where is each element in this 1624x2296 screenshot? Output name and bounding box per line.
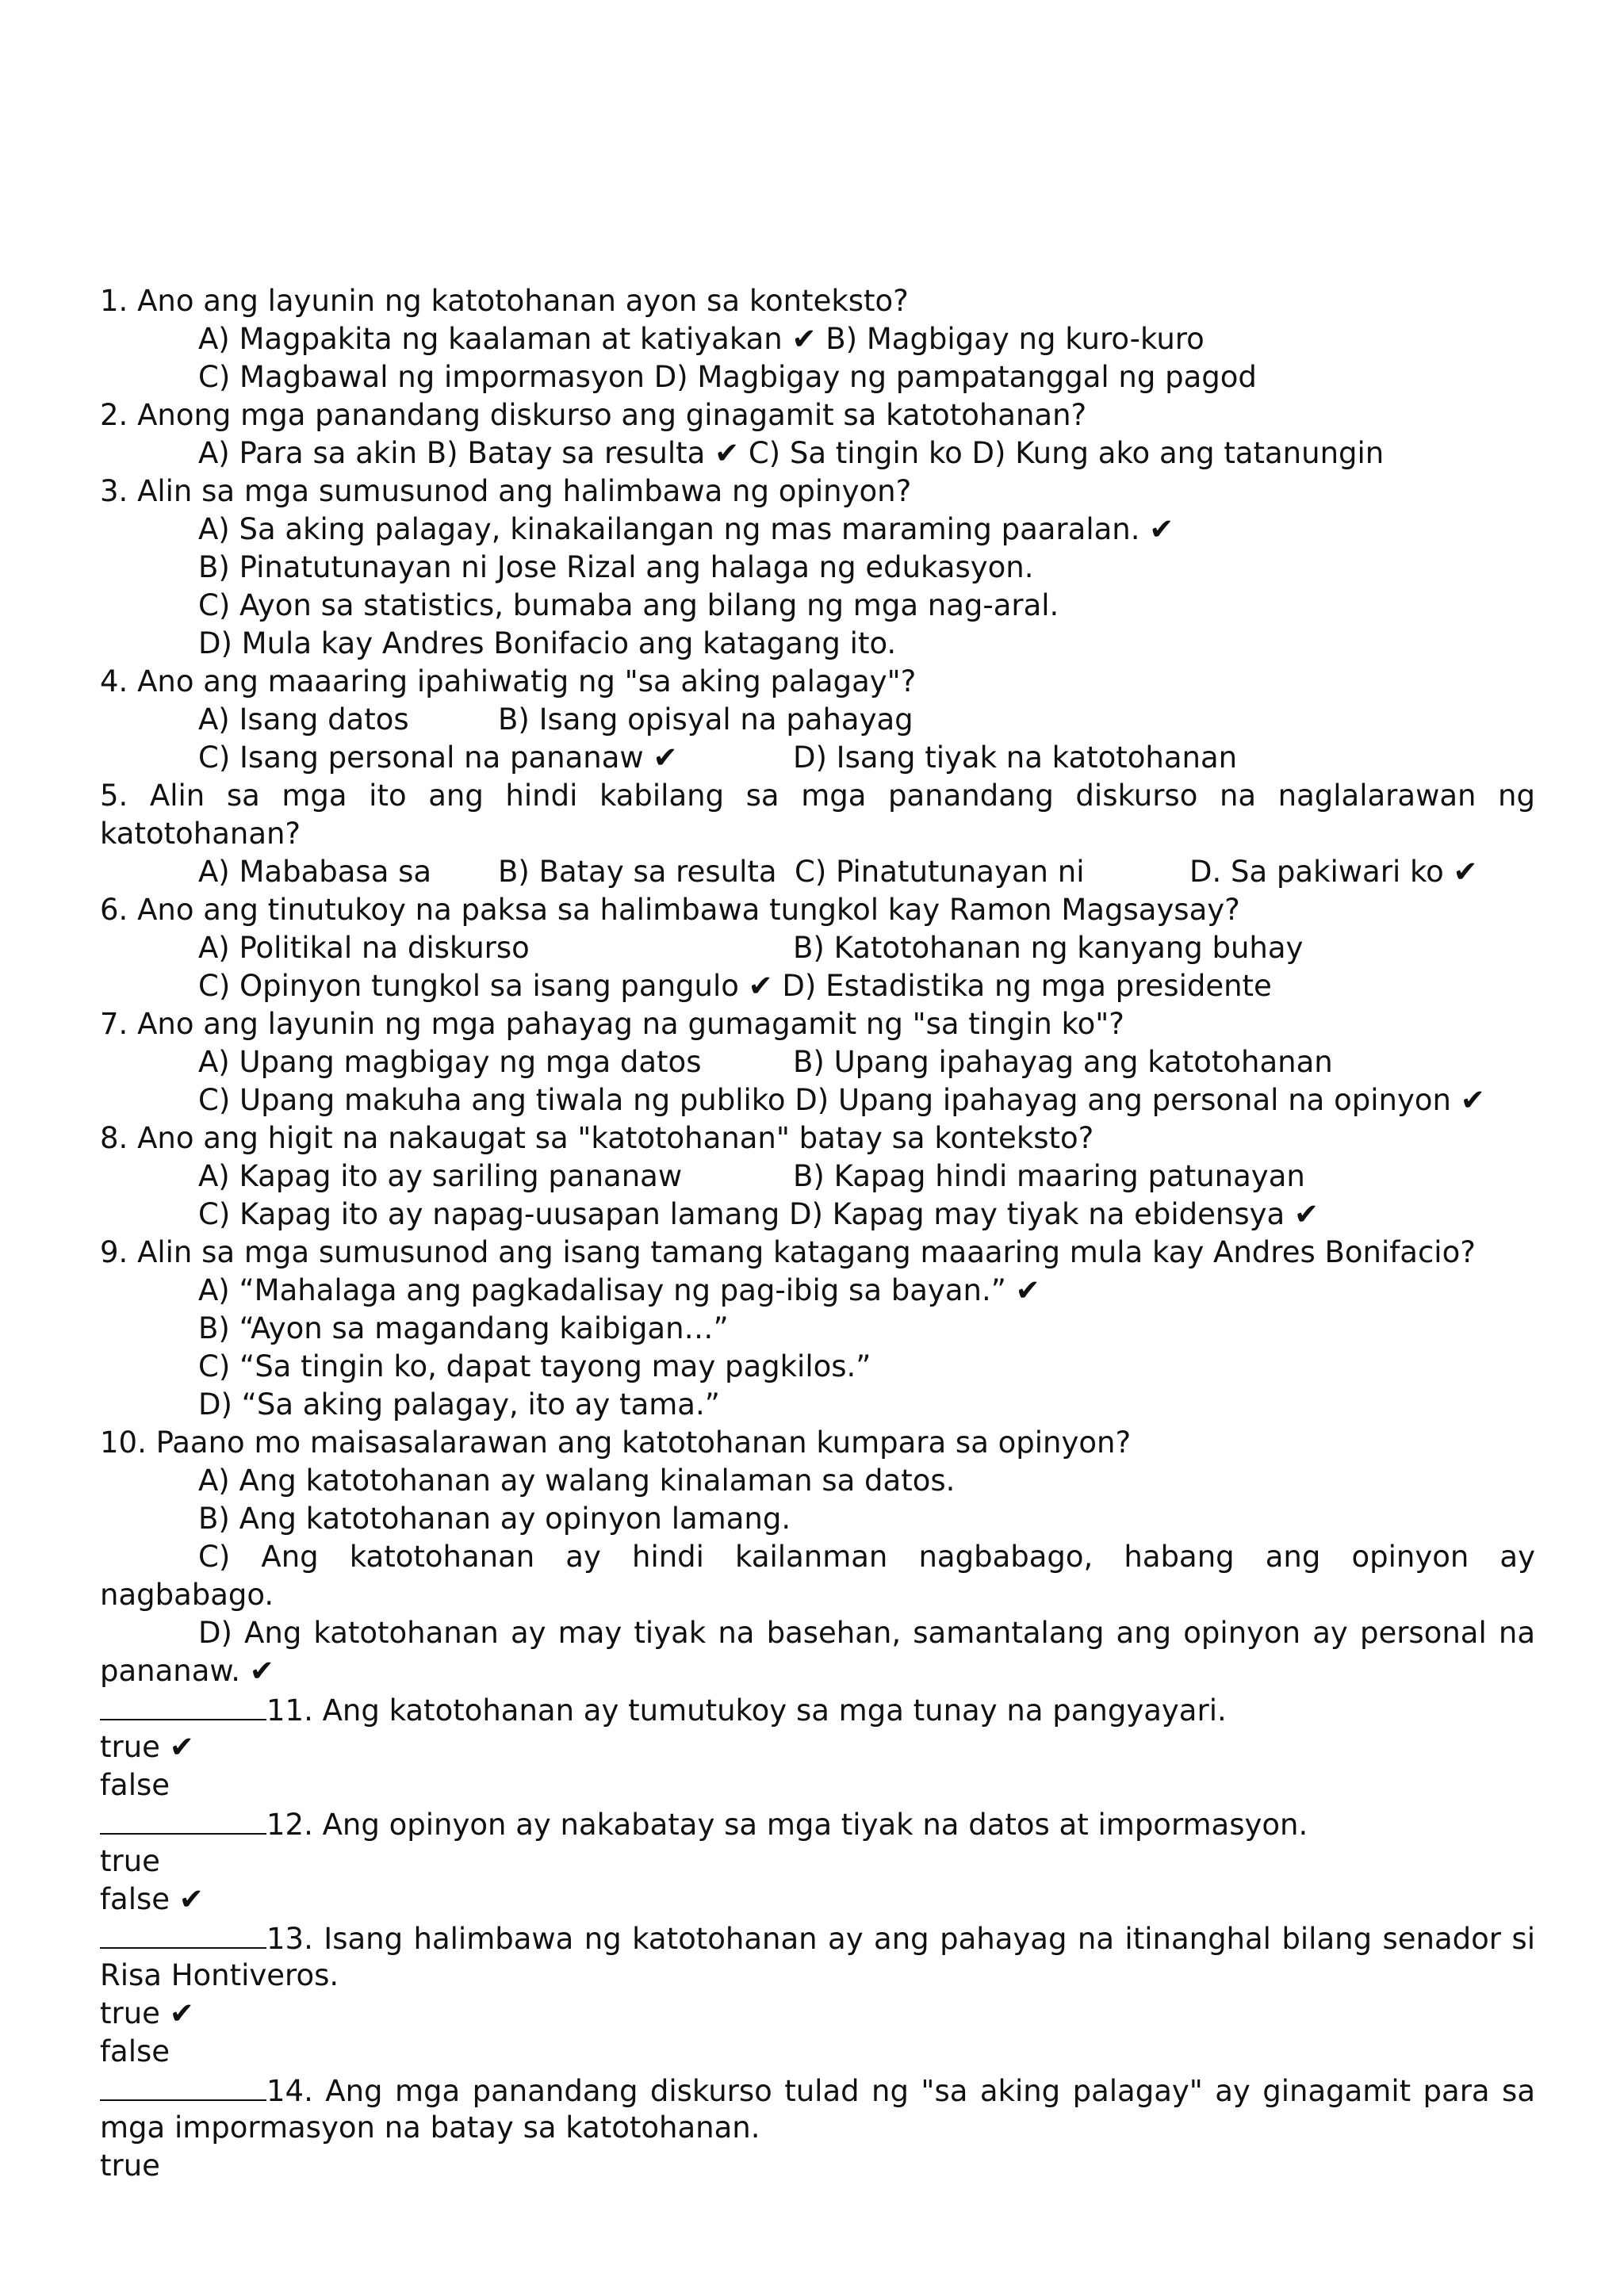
q4-question: 4. Ano ang maaaring ipahiwatig ng "sa aking palagay"? bbox=[100, 664, 917, 698]
q6-choices-row2: C) Opinyon tungkol sa isang pangulo ✔ D) Estadistika ng mga presidente bbox=[198, 969, 1272, 1003]
q1-question: 1. Ano ang layunin ng katotohanan ayon sa konteksto? bbox=[100, 284, 909, 318]
q8-choices-row1 bbox=[100, 1158, 1535, 1196]
q6-question: 6. Ano ang tinutukoy na paksa sa halimbawa tungkol kay Ramon Magsaysay? bbox=[100, 893, 1240, 927]
q13-option-true[interactable]: true ✔ bbox=[100, 1996, 194, 2030]
q2-choices-row1: A) Para sa akin B) Batay sa resulta ✔ C) Sa tingin ko D) Kung ako ang tatanungin bbox=[198, 436, 1385, 470]
q7-question: 7. Ano ang layunin ng mga pahayag na gumagamit ng "sa tingin ko"? bbox=[100, 1007, 1124, 1041]
q9-choice-b: B) “Ayon sa magandang kaibigan…” bbox=[198, 1311, 729, 1345]
q13-statement-line2: Risa Hontiveros. bbox=[100, 1958, 339, 1992]
q7-choice-b: B) Upang ipahayag ang katotohanan bbox=[793, 1045, 1333, 1079]
q3-choice-a: A) Sa aking palagay, kinakailangan ng mas maraming paaralan. ✔ bbox=[198, 512, 1174, 546]
q14-statement-row bbox=[100, 2071, 1535, 2109]
q9-choice-c: C) “Sa tingin ko, dapat tayong may pagkilos.” bbox=[198, 1349, 871, 1383]
q12-answer-blank[interactable] bbox=[100, 1804, 266, 1835]
q14-answer-blank[interactable] bbox=[100, 2071, 266, 2101]
q7-choices-row1 bbox=[100, 1043, 1535, 1081]
q10-choice-c-line2: nagbabago. bbox=[100, 1578, 274, 1612]
q10-choice-c-line1: C) Ang katotohanan ay hindi kailanman nagbabago, habang ang opinyon ay bbox=[198, 1540, 1535, 1574]
q11-option-false[interactable]: false bbox=[100, 1768, 170, 1802]
q13-statement-line1: 13. Isang halimbawa ng katotohanan ay ang pahayag na itinanghal bilang senador si bbox=[266, 1922, 1535, 1956]
q8-choice-b: B) Kapag hindi maaring patunayan bbox=[793, 1159, 1305, 1193]
q3-choice-c: C) Ayon sa statistics, bumaba ang bilang ng mga nag-aral. bbox=[198, 588, 1059, 622]
q8-question: 8. Ano ang higit na nakaugat sa "katotohanan" batay sa konteksto? bbox=[100, 1121, 1094, 1155]
q5-choice-d: D. Sa pakiwari ko ✔ bbox=[1189, 855, 1478, 889]
q13-statement-row bbox=[100, 1919, 1535, 1957]
q4-choices-row2 bbox=[100, 739, 1535, 777]
q12-option-false[interactable]: false ✔ bbox=[100, 1882, 204, 1916]
q4-choice-a: A) Isang datos bbox=[198, 702, 409, 737]
q11-statement-row bbox=[100, 1690, 1535, 1728]
q12-option-true[interactable]: true bbox=[100, 1844, 160, 1878]
q13-answer-blank[interactable] bbox=[100, 1919, 266, 1949]
q12-statement: 12. Ang opinyon ay nakabatay sa mga tiyak na datos at impormasyon. bbox=[266, 1808, 1308, 1842]
q1-choices-row1: A) Magpakita ng kaalaman at katiyakan ✔ B) Magbigay ng kuro-kuro bbox=[198, 322, 1205, 356]
q10-choice-d-line2: pananaw. ✔ bbox=[100, 1654, 274, 1688]
q4-choice-c: C) Isang personal na pananaw ✔ bbox=[198, 740, 678, 775]
q9-question: 9. Alin sa mga sumusunod ang isang tamang katagang maaaring mula kay Andres Bonifacio? bbox=[100, 1235, 1476, 1269]
q8-choice-a: A) Kapag ito ay sariling pananaw bbox=[198, 1159, 683, 1193]
q10-question: 10. Paano mo maisasalarawan ang katotohanan kumpara sa opinyon? bbox=[100, 1425, 1132, 1460]
q3-choice-b: B) Pinatutunayan ni Jose Rizal ang halaga ng edukasyon. bbox=[198, 550, 1034, 584]
q14-statement-line1: 14. Ang mga panandang diskurso tulad ng "sa aking palagay" ay ginagamit para sa bbox=[266, 2074, 1535, 2108]
q6-choices-row1 bbox=[100, 929, 1535, 967]
q9-choice-d: D) “Sa aking palagay, ito ay tama.” bbox=[198, 1387, 720, 1422]
q5-question-line2: katotohanan? bbox=[100, 817, 301, 851]
q11-answer-blank[interactable] bbox=[100, 1690, 266, 1720]
q2-question: 2. Anong mga panandang diskurso ang ginagamit sa katotohanan? bbox=[100, 398, 1087, 432]
q14-option-true[interactable]: true bbox=[100, 2149, 160, 2183]
q4-choice-d: D) Isang tiyak na katotohanan bbox=[793, 740, 1238, 775]
q5-choices-row1 bbox=[100, 853, 1535, 891]
q5-question-line1: 5. Alin sa mga ito ang hindi kabilang sa mga panandang diskurso na naglalarawan ng bbox=[100, 779, 1535, 813]
quiz-sheet bbox=[100, 282, 1535, 2185]
q9-choice-a: A) “Mahalaga ang pagkadalisay ng pag-ibig sa bayan.” ✔ bbox=[198, 1273, 1040, 1307]
q5-choice-c: C) Pinatutunayan ni bbox=[795, 855, 1085, 889]
q7-choices-row2: C) Upang makuha ang tiwala ng publiko D) Upang ipahayag ang personal na opinyon ✔ bbox=[198, 1083, 1485, 1117]
q5-choice-a: A) Mababasa sa bbox=[198, 855, 432, 889]
q6-choice-a: A) Politikal na diskurso bbox=[198, 931, 530, 965]
q11-option-true[interactable]: true ✔ bbox=[100, 1730, 194, 1764]
q5-choice-b: B) Batay sa resulta bbox=[498, 855, 777, 889]
q10-choice-d-line1: D) Ang katotohanan ay may tiyak na basehan, samantalang ang opinyon ay personal na bbox=[198, 1616, 1535, 1650]
q4-choice-b: B) Isang opisyal na pahayag bbox=[498, 702, 914, 737]
q4-choices-row1 bbox=[100, 701, 1535, 739]
q11-statement: 11. Ang katotohanan ay tumutukoy sa mga tunay na pangyayari. bbox=[266, 1693, 1227, 1728]
q1-choices-row2: C) Magbawal ng impormasyon D) Magbigay ng pampatanggal ng pagod bbox=[198, 360, 1257, 394]
q12-statement-row bbox=[100, 1804, 1535, 1843]
q8-choices-row2: C) Kapag ito ay napag-uusapan lamang D) Kapag may tiyak na ebidensya ✔ bbox=[198, 1197, 1319, 1231]
q13-option-false[interactable]: false bbox=[100, 2034, 170, 2068]
q10-choice-b: B) Ang katotohanan ay opinyon lamang. bbox=[198, 1502, 791, 1536]
q10-choice-a: A) Ang katotohanan ay walang kinalaman sa datos. bbox=[198, 1464, 956, 1498]
q3-choice-d: D) Mula kay Andres Bonifacio ang katagang ito. bbox=[198, 626, 897, 660]
q7-choice-a: A) Upang magbigay ng mga datos bbox=[198, 1045, 702, 1079]
q14-statement-line2: mga impormasyon na batay sa katotohanan. bbox=[100, 2110, 760, 2145]
q6-choice-b: B) Katotohanan ng kanyang buhay bbox=[793, 931, 1304, 965]
q3-question: 3. Alin sa mga sumusunod ang halimbawa ng opinyon? bbox=[100, 474, 912, 508]
